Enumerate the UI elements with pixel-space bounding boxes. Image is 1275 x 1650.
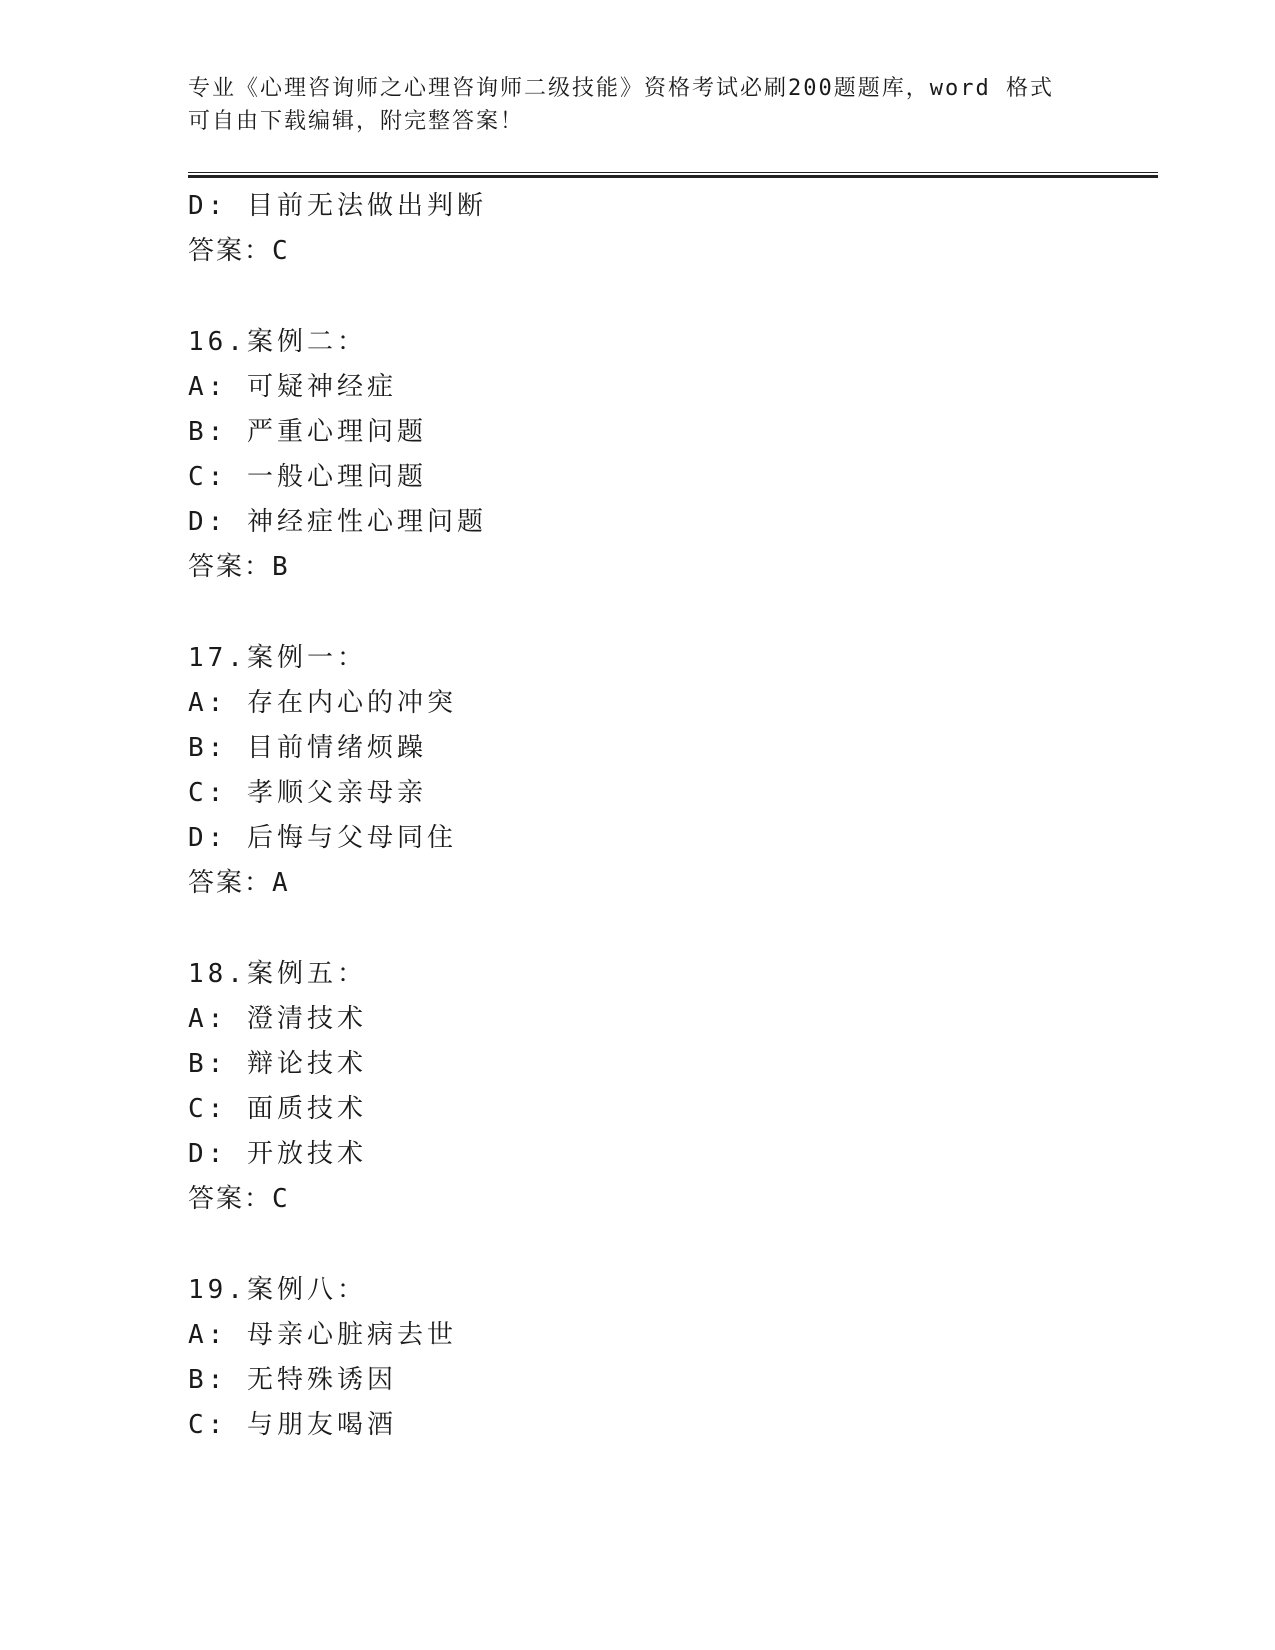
option-c: C: 一般心理问题: [188, 462, 427, 492]
answer-value: C: [272, 236, 290, 266]
answer-label: 答案：: [188, 868, 273, 898]
question-19: [188, 1268, 1158, 1448]
answer-line: [188, 1177, 1158, 1222]
document-header: [188, 72, 1068, 138]
question-16: [188, 320, 1158, 590]
question-title: 19.案例八：: [188, 1275, 367, 1305]
answer-label: 答案：: [188, 1184, 273, 1214]
option-c: C: 孝顺父亲母亲: [188, 778, 427, 808]
header-divider: [188, 172, 1158, 178]
question-15-tail: [188, 184, 1158, 274]
option-c: C: 与朋友喝酒: [188, 1410, 397, 1440]
option-a: A: 母亲心脏病去世: [188, 1320, 457, 1350]
question-17: [188, 636, 1158, 906]
question-title: 16.案例二：: [188, 327, 367, 357]
option-a: A: 澄清技术: [188, 1004, 367, 1034]
option-b: B: 严重心理问题: [188, 417, 427, 447]
answer-value: B: [272, 552, 290, 582]
option-b: B: 无特殊诱因: [188, 1365, 397, 1395]
header-line-1: 专业《心理咨询师之心理咨询师二级技能》资格考试必刷200题题库，word 格式: [188, 76, 1054, 101]
option-d: D: 开放技术: [188, 1139, 367, 1169]
document-page: [188, 72, 1158, 1448]
spacer: [188, 1222, 1158, 1268]
spacer: [188, 906, 1158, 952]
option-b: B: 辩论技术: [188, 1049, 367, 1079]
option-c: C: 面质技术: [188, 1094, 367, 1124]
spacer: [188, 590, 1158, 636]
question-title: 17.案例一：: [188, 643, 367, 673]
answer-value: A: [272, 868, 290, 898]
option-d: D: 后悔与父母同住: [188, 823, 457, 853]
header-line-2: 可自由下载编辑，附完整答案！: [188, 109, 525, 134]
option-a: A: 存在内心的冲突: [188, 688, 457, 718]
answer-line: [188, 229, 1158, 274]
option-d: D: 神经症性心理问题: [188, 507, 487, 537]
question-title: 18.案例五：: [188, 959, 367, 989]
spacer: [188, 274, 1158, 320]
option-d: D: 目前无法做出判断: [188, 191, 487, 221]
answer-label: 答案：: [188, 552, 273, 582]
question-list: [188, 184, 1158, 1448]
question-18: [188, 952, 1158, 1222]
option-b: B: 目前情绪烦躁: [188, 733, 427, 763]
answer-line: [188, 861, 1158, 906]
option-a: A: 可疑神经症: [188, 372, 397, 402]
answer-value: C: [272, 1184, 290, 1214]
answer-label: 答案：: [188, 236, 273, 266]
answer-line: [188, 545, 1158, 590]
